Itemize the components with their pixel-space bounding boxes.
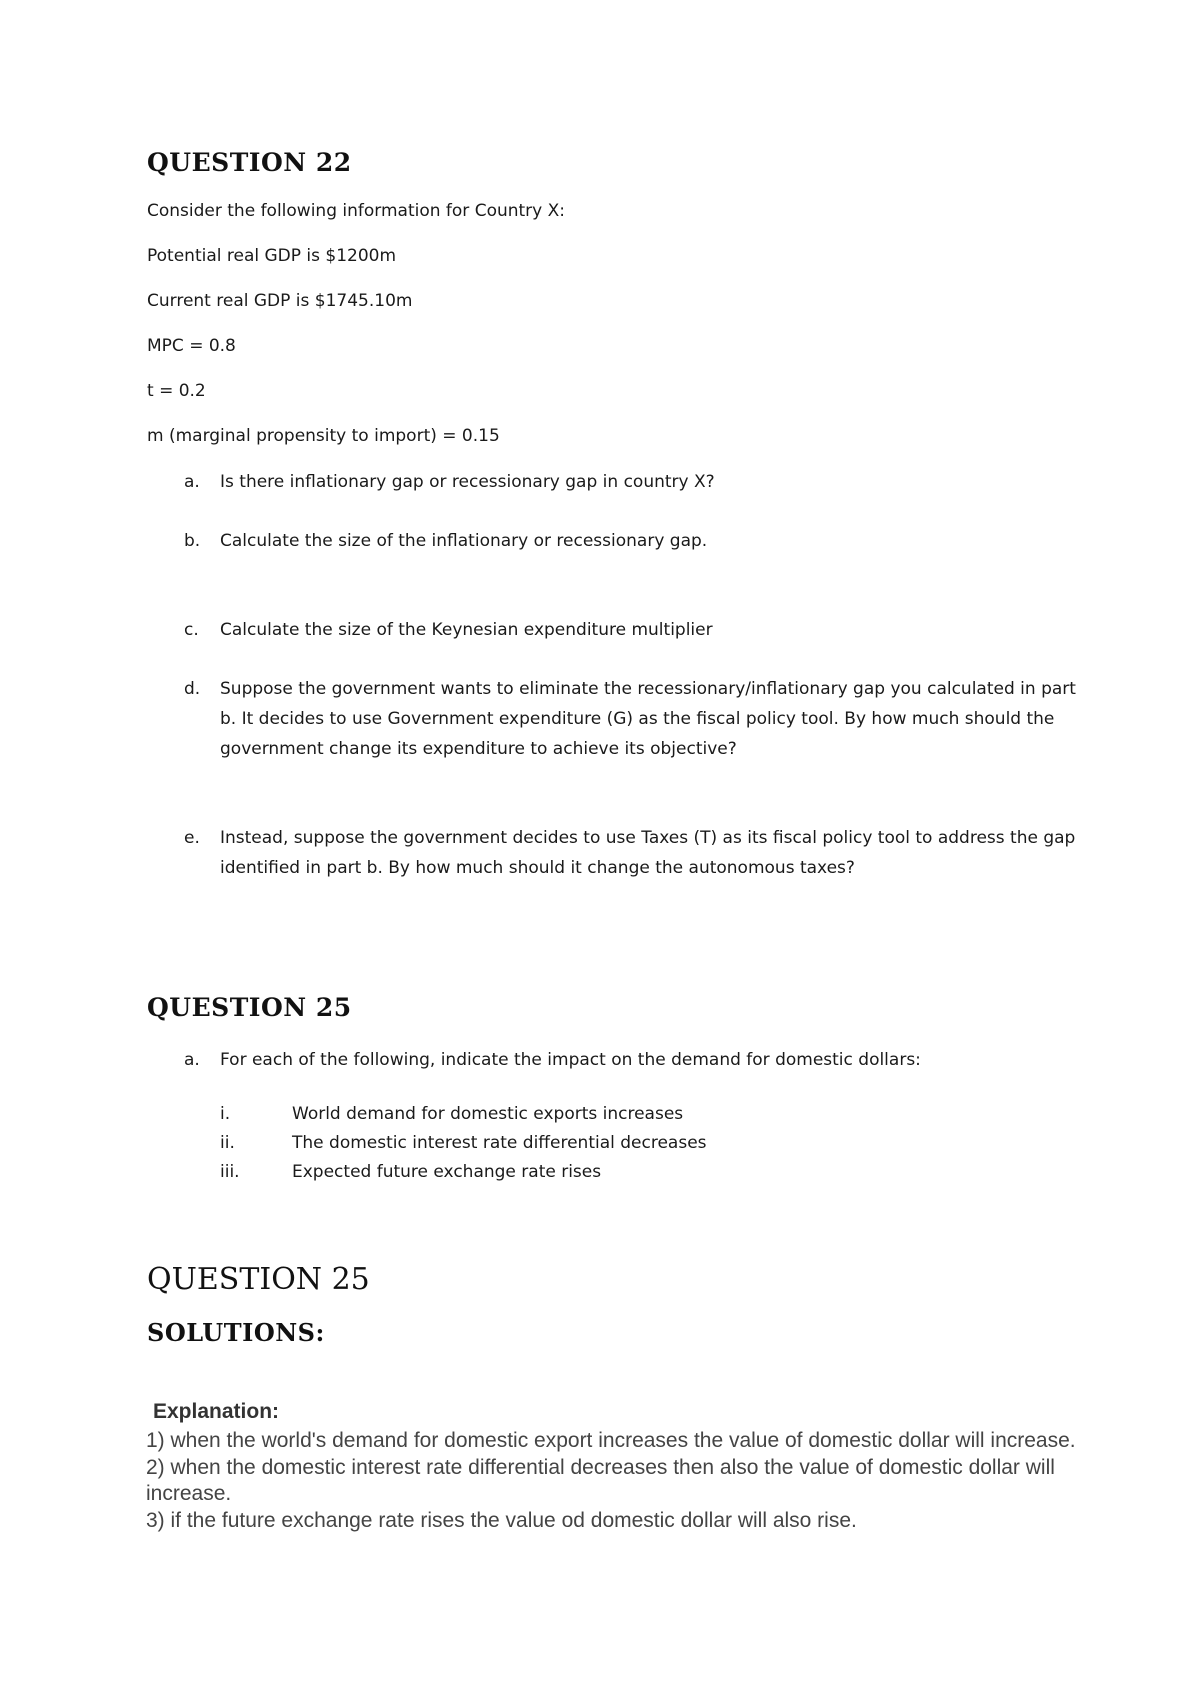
explanation-title: Explanation: (153, 1400, 280, 1423)
item-marker: a. (184, 472, 200, 492)
solution-heading: QUESTION 25 (147, 1262, 370, 1297)
item-text: Is there inflationary gap or recessionary gap in country X? (220, 472, 715, 492)
item-text: Calculate the size of the Keynesian expenditure multiplier (220, 620, 713, 640)
subitem-text: The domestic interest rate differential decreases (292, 1133, 707, 1153)
item-marker: d. (184, 679, 201, 699)
item-text: Suppose the government wants to eliminate the recessionary/inflationary gap you calculated in part b. It decides to use Government expenditure (G) as the fiscal policy tool. By how much should the government change its expenditure to achieve its objective? (220, 679, 1076, 759)
question-22-heading: QUESTION 22 (147, 148, 352, 177)
explanation-line: 2) when the domestic interest rate differential decreases then also the value of domestic dollar will increase. (146, 1455, 1055, 1505)
explanation-body (146, 1428, 1076, 1534)
item-text: Calculate the size of the inflationary or recessionary gap. (220, 531, 708, 551)
subitem-text: World demand for domestic exports increases (292, 1104, 684, 1124)
solutions-subheading: SOLUTIONS: (147, 1318, 325, 1347)
question-25-subitem-ii (147, 1133, 1067, 1161)
fact-potential-gdp: Potential real GDP is $1200m (147, 246, 397, 266)
item-marker: e. (184, 828, 200, 848)
subitem-marker: ii. (220, 1133, 235, 1153)
question-25-subitem-iii (147, 1162, 1067, 1190)
explanation-line: 1) when the world's demand for domestic export increases the value of domestic dollar will increase. (146, 1429, 1076, 1452)
item-text: Instead, suppose the government decides to use Taxes (T) as its fiscal policy tool to address the gap identified in part b. By how much should it change the autonomous taxes? (220, 828, 1076, 878)
subitem-marker: iii. (220, 1162, 240, 1182)
fact-tax-rate: t = 0.2 (147, 381, 206, 401)
question-25-heading: QUESTION 25 (147, 993, 352, 1022)
item-marker: c. (184, 620, 199, 640)
item-text: For each of the following, indicate the impact on the demand for domestic dollars: (220, 1050, 921, 1070)
fact-current-gdp: Current real GDP is $1745.10m (147, 291, 413, 311)
question-25-subitem-i (147, 1104, 1067, 1132)
item-marker: b. (184, 531, 201, 551)
fact-mpc: MPC = 0.8 (147, 336, 236, 356)
subitem-marker: i. (220, 1104, 231, 1124)
item-marker: a. (184, 1050, 200, 1070)
subitem-text: Expected future exchange rate rises (292, 1162, 602, 1182)
fact-mpi: m (marginal propensity to import) = 0.15 (147, 426, 500, 446)
explanation-line: 3) if the future exchange rate rises the value od domestic dollar will also rise. (146, 1508, 857, 1532)
question-22-intro: Consider the following information for Country X: (147, 201, 566, 221)
